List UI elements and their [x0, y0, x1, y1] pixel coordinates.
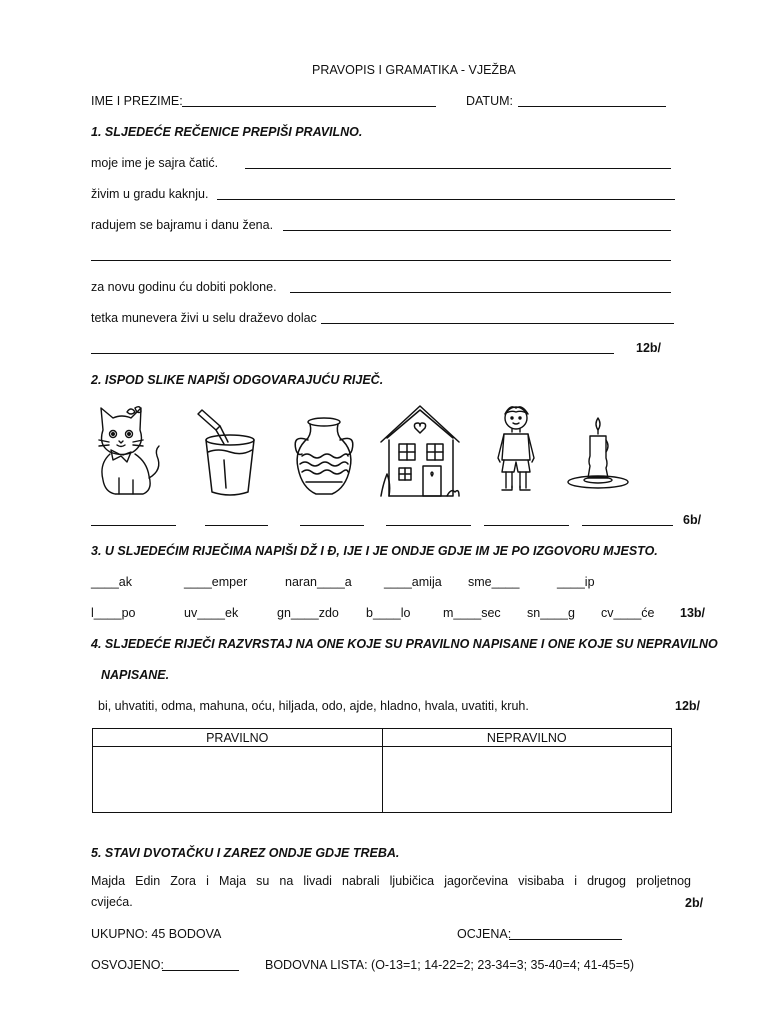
vase-picture — [286, 400, 362, 500]
task3-word[interactable]: gn____zdo — [277, 606, 339, 620]
earned-line[interactable] — [162, 970, 239, 971]
task1-answer-line-4[interactable] — [290, 292, 671, 293]
task1-answer-line-5b[interactable] — [91, 353, 614, 354]
task2-answer-line-2[interactable] — [205, 525, 268, 526]
task2-answer-line-3[interactable] — [300, 525, 364, 526]
task1-sentence-4: za novu godinu ću dobiti poklone. — [91, 280, 277, 294]
task4-heading: 4. SLJEDEĆE RIJEČI RAZVRSTAJ NA ONE KOJE SU PRAVILNO NAPISANE I ONE KOJE SU NEPRAVILNO — [91, 637, 718, 651]
task5-heading: 5. STAVI DVOTAČKU I ZAREZ ONDJE GDJE TREBA. — [91, 846, 400, 860]
task1-sentence-2: živim u gradu kaknju. — [91, 187, 209, 201]
task1-answer-line-2[interactable] — [217, 199, 675, 200]
task5-text-line2: cvijeća. — [91, 895, 133, 909]
boy-picture — [478, 400, 554, 500]
task2-answer-line-1[interactable] — [91, 525, 176, 526]
task1-sentence-1: moje ime je sajra čatić. — [91, 156, 219, 170]
name-line[interactable] — [182, 106, 436, 107]
col-correct-header: PRAVILNO — [93, 729, 383, 747]
correct-cell[interactable] — [93, 747, 383, 813]
col-incorrect-header: NEPRAVILNO — [382, 729, 672, 747]
task3-heading: 3. U SLJEDEĆIM RIJEČIMA NAPIŠI DŽ I Đ, IJE I JE ONDJE GDJE IM JE PO IZGOVORU MJESTO. — [91, 544, 658, 558]
task2-answer-line-5[interactable] — [484, 525, 569, 526]
task5-points: 2b/ — [685, 896, 704, 910]
task1-answer-line-1[interactable] — [245, 168, 671, 169]
task2-heading: 2. ISPOD SLIKE NAPIŠI ODGOVARAJUĆU RIJEČ. — [91, 373, 384, 387]
cat-picture — [89, 400, 165, 500]
task2-points: 6b/ — [683, 513, 702, 527]
grading-scale: BODOVNA LISTA: (O-13=1; 14-22=2; 23-34=3; 35-40=4; 41-45=5) — [265, 958, 635, 972]
name-label: IME I PREZIME: — [91, 94, 183, 108]
task4-points: 12b/ — [675, 699, 701, 713]
task1-sentence-5: tetka munevera živi u selu draževo dolac — [91, 311, 317, 325]
cup-picture — [190, 400, 266, 500]
task1-sentence-3: radujem se bajramu i danu žena. — [91, 218, 274, 232]
task3-word[interactable]: m____sec — [443, 606, 501, 620]
sort-table — [92, 728, 672, 813]
task1-heading: 1. SLJEDEĆE REČENICE PREPIŠI PRAVILNO. — [91, 125, 363, 139]
task3-points: 13b/ — [680, 606, 706, 620]
task3-word[interactable]: ____emper — [184, 575, 248, 589]
task4-word-list: bi, uhvatiti, odma, mahuna, oću, hiljada, odo, ajde, hladno, hvala, uvatiti, kruh. — [98, 699, 529, 713]
date-label: DATUM: — [466, 94, 513, 108]
date-line[interactable] — [518, 106, 666, 107]
task3-word[interactable]: cv____će — [601, 606, 655, 620]
task3-word[interactable]: sn____g — [527, 606, 575, 620]
task1-points: 12b/ — [636, 341, 662, 355]
task3-word[interactable]: ____ip — [557, 575, 595, 589]
task3-word[interactable]: b____lo — [366, 606, 411, 620]
candle-picture — [562, 400, 638, 500]
page-title: PRAVOPIS I GRAMATIKA - VJEŽBA — [312, 63, 516, 77]
task2-answer-line-4[interactable] — [386, 525, 471, 526]
task1-answer-line-3b[interactable] — [91, 260, 671, 261]
task3-word[interactable]: ____ak — [91, 575, 133, 589]
grade-label: OCJENA: — [457, 927, 512, 941]
task3-word[interactable]: l____po — [91, 606, 136, 620]
task3-word[interactable]: sme____ — [468, 575, 520, 589]
task3-word[interactable]: uv____ek — [184, 606, 239, 620]
task5-text-line1: Majda Edin Zora i Maja su na livadi nabrali ljubičica jagorčevina visibaba i drugog proljetnog — [91, 874, 691, 888]
task2-answer-line-6[interactable] — [582, 525, 673, 526]
grade-line[interactable] — [509, 939, 622, 940]
total-points: UKUPNO: 45 BODOVA — [91, 927, 222, 941]
house-picture — [377, 400, 463, 500]
incorrect-cell[interactable] — [382, 747, 672, 813]
earned-label: OSVOJENO: — [91, 958, 164, 972]
task4-heading-cont: NAPISANE. — [101, 668, 170, 682]
task3-word[interactable]: naran____a — [285, 575, 352, 589]
task1-answer-line-3[interactable] — [283, 230, 671, 231]
task3-word[interactable]: ____amija — [384, 575, 442, 589]
task1-answer-line-5[interactable] — [321, 323, 674, 324]
